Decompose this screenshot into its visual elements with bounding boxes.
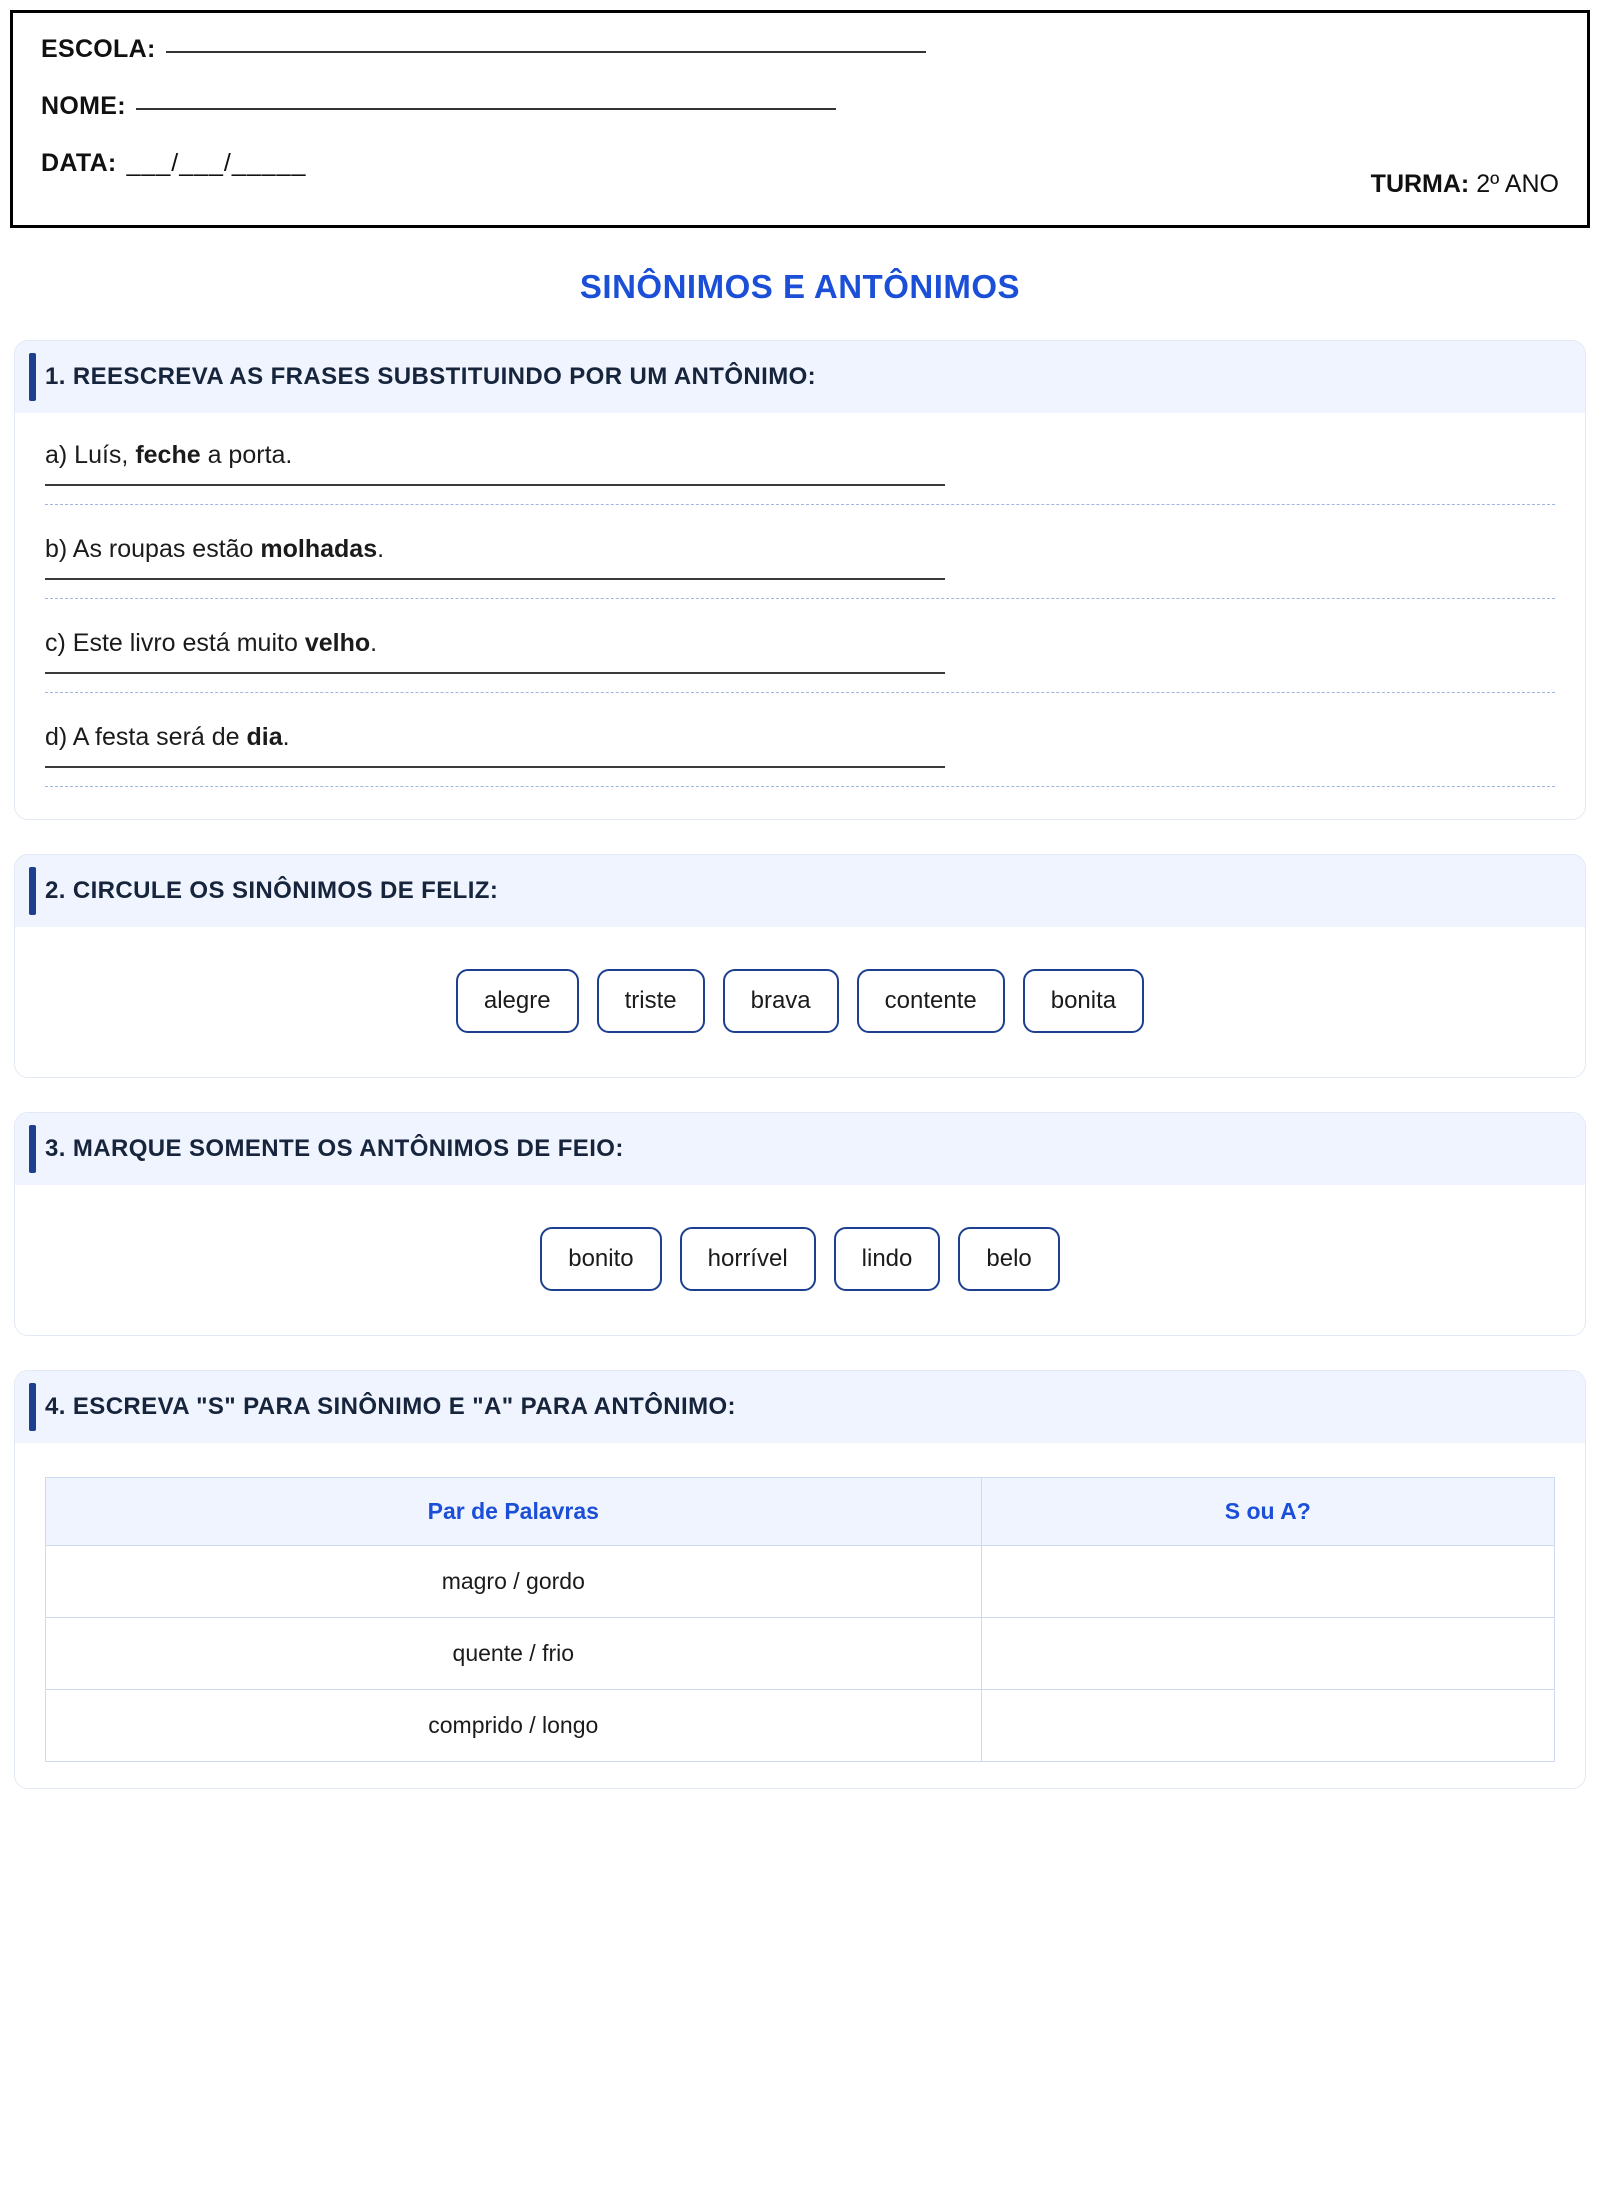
question-1-body [15,413,1585,819]
name-write-line[interactable] [136,108,836,110]
sentence-keyword: velho [304,629,371,657]
word-chip[interactable]: horrível [680,1227,816,1291]
date-label: DATA: [41,149,117,177]
word-chip[interactable]: bonito [540,1227,661,1291]
word-chip[interactable]: bonita [1023,969,1144,1033]
sentence-prefix: b) As roupas estão [45,535,261,563]
class-value: 2º ANO [1476,170,1559,198]
question-4-body [15,1443,1585,1788]
question-card-3 [14,1112,1586,1336]
word-chip-group [45,1213,1555,1309]
sentence-keyword: dia [246,723,283,751]
question-2-heading: 2. CIRCULE OS SINÔNIMOS DE FELIZ: [15,855,1585,927]
answer-write-line[interactable] [45,484,945,486]
question-card-4 [14,1370,1586,1789]
sentence-keyword: molhadas [260,535,378,563]
table-header-row [46,1478,1555,1546]
question-card-2 [14,854,1586,1078]
word-chip[interactable]: alegre [456,969,579,1033]
answer-cell[interactable] [981,1690,1554,1762]
sentence-suffix: . [377,535,385,563]
item-divider [45,786,1555,787]
name-label: NOME: [41,92,126,120]
sentence-text [45,441,1555,470]
question-3-body [15,1185,1585,1335]
word-pairs-table [45,1477,1555,1762]
sentence-text [45,629,1555,658]
page-title: SINÔNIMOS E ANTÔNIMOS [579,268,1021,305]
question-1-item-d [45,723,1555,787]
question-4-heading: 4. ESCREVA "S" PARA SINÔNIMO E "A" PARA ANTÔNIMO: [15,1371,1585,1443]
answer-cell[interactable] [981,1546,1554,1618]
sentence-text [45,535,1555,564]
school-write-line[interactable] [166,51,926,53]
table-row [46,1546,1555,1618]
class-field [1371,170,1559,199]
sentence-keyword: feche [135,441,201,469]
question-1-item-c [45,629,1555,693]
student-info-box [10,10,1590,228]
school-field-row [41,35,1559,64]
class-label: TURMA: [1370,170,1470,198]
question-1-heading: 1. REESCREVA AS FRASES SUBSTITUINDO POR UM ANTÔNIMO: [15,341,1585,413]
word-chip[interactable]: belo [958,1227,1059,1291]
pair-text: comprido / longo [46,1690,982,1762]
name-field-row [41,92,1559,121]
column-header-pair: Par de Palavras [46,1478,982,1546]
question-2-body [15,927,1585,1077]
word-chip[interactable]: contente [857,969,1005,1033]
date-write-blanks[interactable]: ___/___/_____ [126,149,307,177]
table-row [46,1690,1555,1762]
item-divider [45,692,1555,693]
word-chip[interactable]: brava [723,969,839,1033]
worksheet-page [0,10,1600,1789]
pair-text: quente / frio [46,1618,982,1690]
question-3-heading: 3. MARQUE SOMENTE OS ANTÔNIMOS DE FEIO: [15,1113,1585,1185]
item-divider [45,504,1555,505]
sentence-suffix: . [282,723,290,751]
question-1-item-a [45,441,1555,505]
word-chip[interactable]: triste [597,969,705,1033]
sentence-prefix: c) Este livro está muito [45,629,305,657]
sentence-suffix: . [370,629,378,657]
answer-write-line[interactable] [45,766,945,768]
question-1-item-b [45,535,1555,599]
sentence-suffix: a porta. [200,441,293,469]
question-card-1 [14,340,1586,820]
item-divider [45,598,1555,599]
sentence-text [45,723,1555,752]
answer-cell[interactable] [981,1618,1554,1690]
date-field-row [41,149,1559,178]
word-chip-group [45,955,1555,1051]
sentence-prefix: d) A festa será de [45,723,247,751]
school-label: ESCOLA: [41,35,156,63]
column-header-answer: S ou A? [981,1478,1554,1546]
word-chip[interactable]: lindo [834,1227,941,1291]
pair-text: magro / gordo [46,1546,982,1618]
sentence-prefix: a) Luís, [45,441,136,469]
table-row [46,1618,1555,1690]
answer-write-line[interactable] [45,578,945,580]
answer-write-line[interactable] [45,672,945,674]
